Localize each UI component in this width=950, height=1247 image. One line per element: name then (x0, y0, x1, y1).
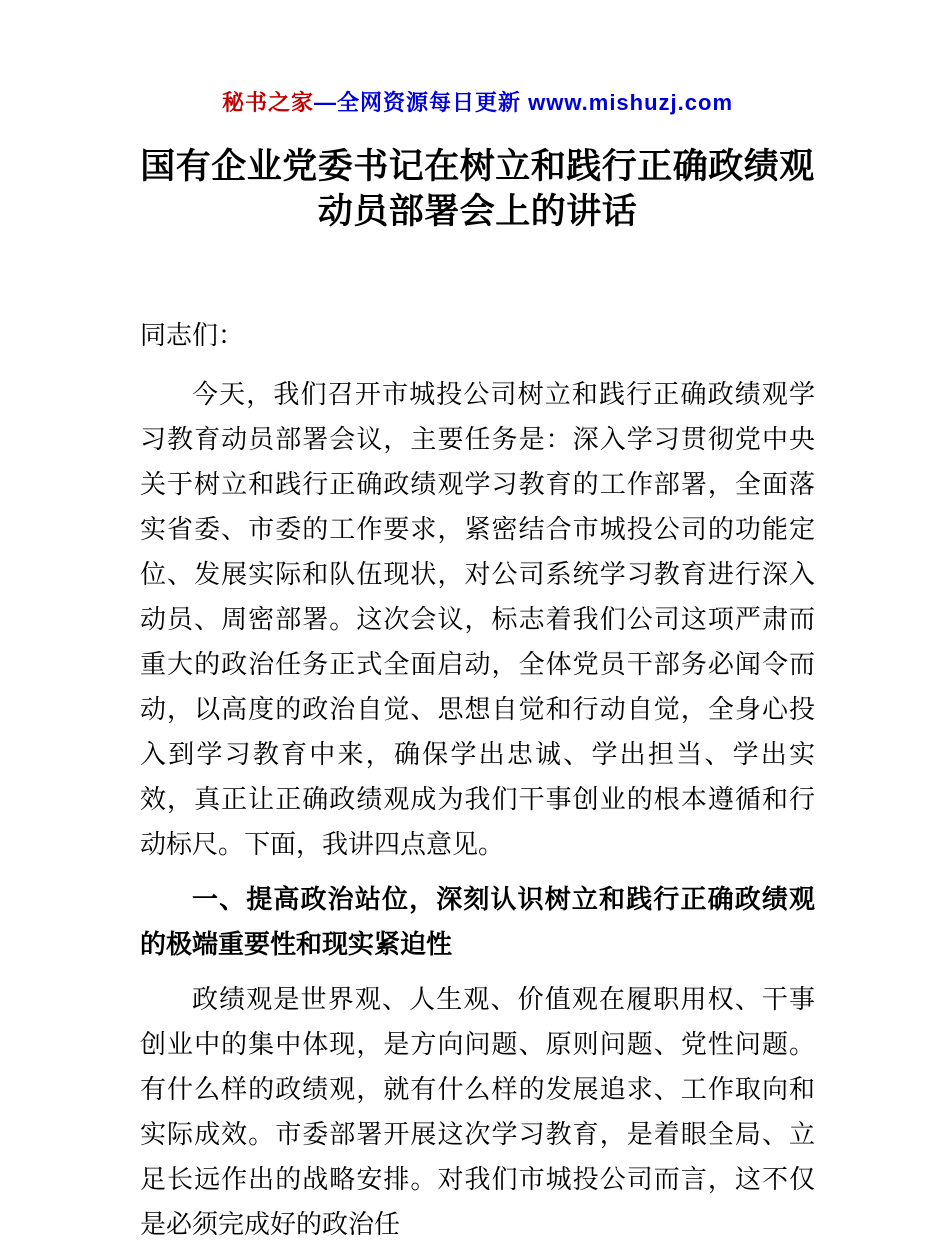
document-title-line2: 动员部署会上的讲话 (317, 191, 638, 231)
paragraph-intro: 今天，我们召开市城投公司树立和践行正确政绩观学习教育动员部署会议，主要任务是：深入学习贯彻党中央关于树立和践行正确政绩观学习教育的工作部署，全面落实省委、市委的工作要求，紧密结合市城投公司的功能定位、发展实际和队伍现状，对公司系统学习教育进行深入动员、周密部署。这次会议，标志着我们公司这项严肃而重大的政治任务正式全面启动，全体党员干部务必闻令而动，以高度的政治自觉、思想自觉和行动自觉，全身心投入到学习教育中来，确保学出忠诚、学出担当、学出实效，真正让正确政绩观成为我们干事创业的根本遵循和行动标尺。下面，我讲四点意见。 (140, 378, 815, 859)
header-tagline: —全网资源每日更新 (314, 90, 529, 115)
brand-name: 秘书之家 (221, 90, 314, 115)
header-url-link[interactable]: www.mishuzj.com (528, 90, 734, 115)
site-header (140, 86, 815, 117)
paragraph-section1-body: 政绩观是世界观、人生观、价值观在履职用权、干事创业中的集中体现，是方向问题、原则问题、党性问题。有什么样的政绩观，就有什么样的发展追求、工作取向和实际成效。市委部署开展这次学习教育，是着眼全局、立足长远作出的战略安排。对我们市城投公司而言，这不仅是必须完成好的政治任 (140, 983, 815, 1239)
salutation: 同志们： (140, 319, 245, 350)
document-body (140, 313, 815, 1247)
document-title (140, 145, 815, 235)
section-heading-1: 一、提高政治站位，深刻认识树立和践行正确政绩观的极端重要性和现实紧迫性 (140, 883, 815, 959)
document-title-line1: 国有企业党委书记在树立和践行正确政绩观 (140, 147, 815, 186)
